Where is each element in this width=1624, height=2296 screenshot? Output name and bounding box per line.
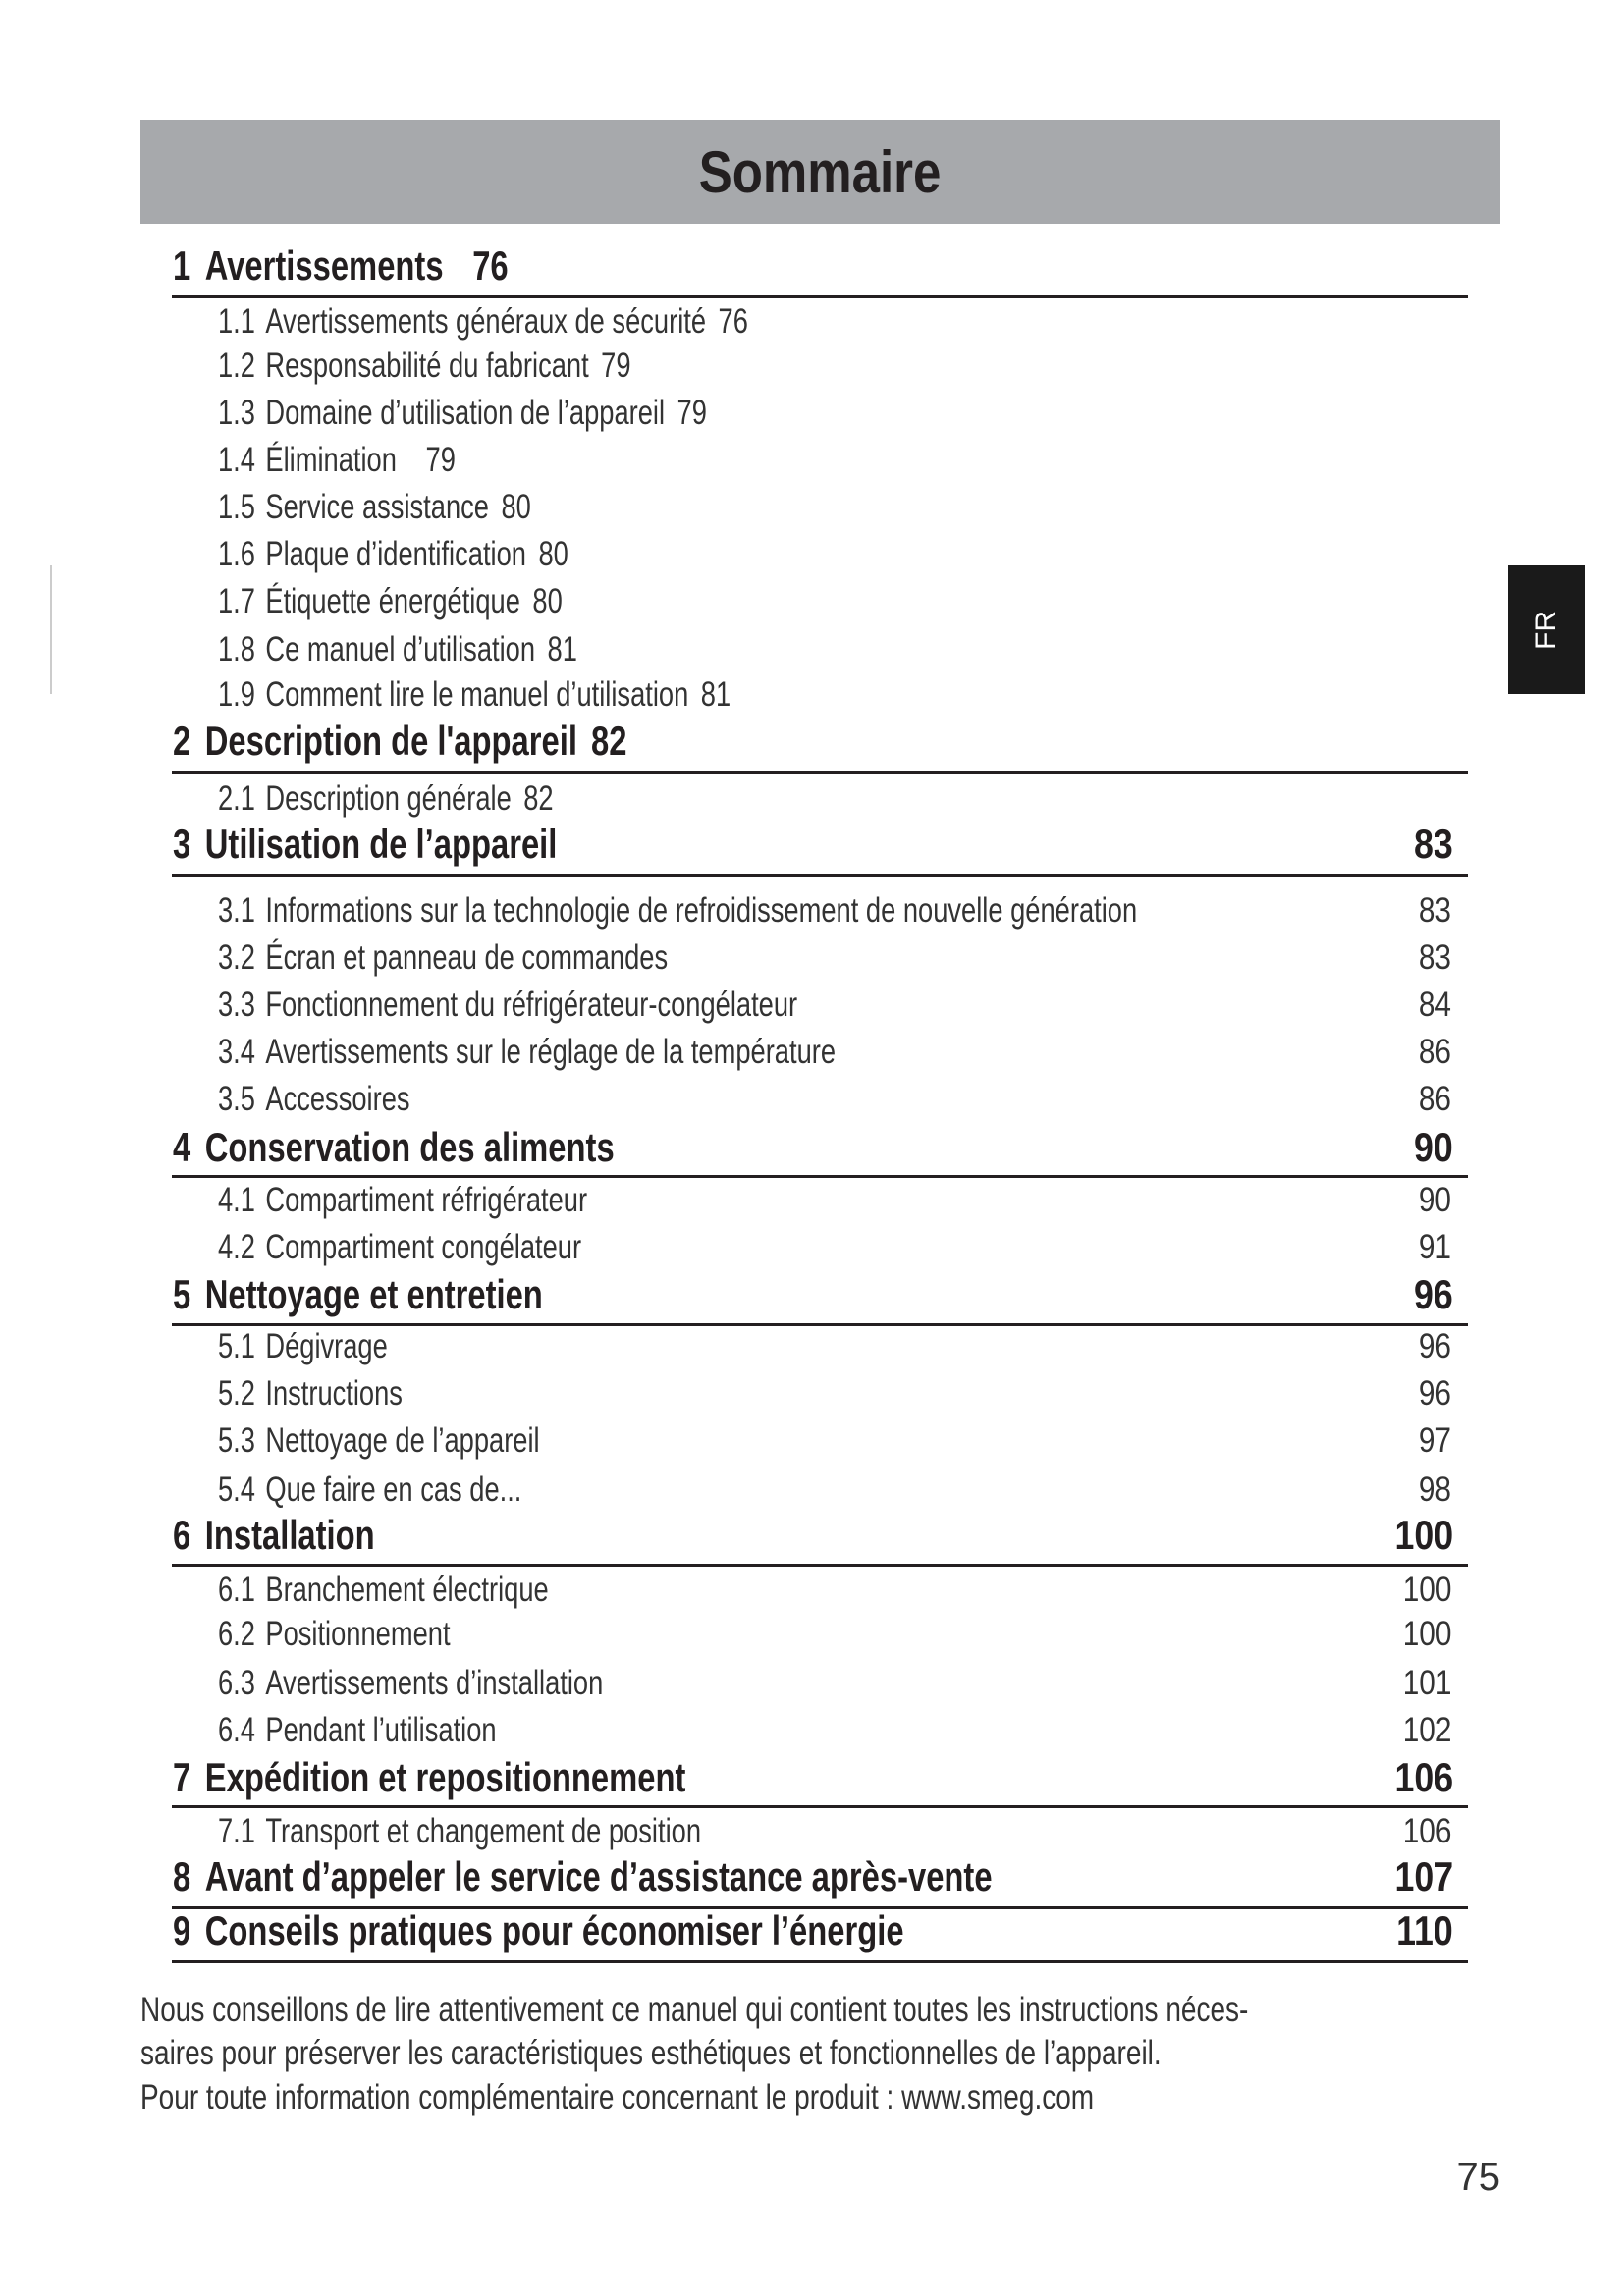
entry-number: 3.1: [218, 891, 255, 930]
entry-title: Comment lire le manuel d’utilisation: [265, 675, 689, 714]
entry-text: [218, 1322, 388, 1371]
entry-title: Instructions: [265, 1374, 403, 1413]
entry-page: 96: [1418, 1327, 1451, 1365]
section-heading-text: [173, 717, 626, 766]
entry-title: Nettoyage de l’appareil: [265, 1421, 540, 1460]
toc-entry: [0, 774, 1624, 824]
toc-section-heading: [0, 1270, 1624, 1319]
entry-number: 5.4: [218, 1470, 255, 1509]
entry-title: Étiquette énergétique: [265, 582, 520, 620]
footer-line: saires pour préserver les caractéristiques esthétiques et fonctionnelles de l’appareil.: [140, 2034, 1162, 2072]
section-heading-text: [173, 1123, 615, 1172]
entry-text: [218, 1176, 587, 1225]
toc-entry: [0, 342, 1624, 391]
entry-title: Dégivrage: [265, 1327, 388, 1365]
toc-section-heading: [0, 1852, 1624, 1901]
entry-title: Avertissements généraux de sécurité: [265, 302, 707, 341]
section-page: 106: [1394, 1754, 1453, 1800]
toc-entry: [0, 981, 1624, 1030]
entry-title: Compartiment réfrigérateur: [265, 1181, 588, 1219]
entry-title: Positionnement: [265, 1615, 451, 1653]
entry-page: 79: [677, 394, 707, 432]
entry-text: [218, 1416, 540, 1466]
section-page: 83: [1414, 821, 1453, 867]
entry-page: 80: [538, 535, 568, 573]
entry-title: Compartiment congélateur: [265, 1228, 582, 1266]
section-divider: [172, 771, 1468, 774]
entry-number: 3.5: [218, 1080, 255, 1118]
entry-page: 96: [1418, 1374, 1451, 1413]
entry-number: 3.3: [218, 986, 255, 1024]
entry-text: [218, 886, 1137, 935]
toc-section-heading: [0, 1753, 1624, 1802]
toc-entry: [0, 1223, 1624, 1272]
section-title: Expédition et repositionnement: [204, 1754, 686, 1800]
entry-text: [218, 934, 668, 983]
toc-entry: [0, 1610, 1624, 1659]
toc-entry: [0, 530, 1624, 579]
toc-header: [140, 120, 1500, 224]
toc-entry: [0, 1028, 1624, 1077]
toc-entry: [0, 389, 1624, 438]
entry-title: Responsabilité du fabricant: [265, 347, 589, 385]
entry-number: 4.2: [218, 1228, 255, 1266]
section-heading-text: [173, 241, 509, 291]
section-title: Installation: [204, 1512, 375, 1558]
toc-entry: [0, 670, 1624, 720]
entry-number: 1.7: [218, 582, 255, 620]
entry-number: 6.3: [218, 1664, 255, 1702]
entry-page: 76: [718, 302, 748, 341]
entry-title: Ce manuel d’utilisation: [265, 630, 536, 668]
toc-entry: [0, 1416, 1624, 1466]
entry-title: Accessoires: [265, 1080, 410, 1118]
entry-title: Avertissements sur le réglage de la température: [265, 1033, 837, 1071]
entry-title: Branchement électrique: [265, 1571, 549, 1609]
entry-page: 82: [523, 779, 554, 818]
toc-entry: [0, 625, 1624, 674]
entry-number: 1.9: [218, 675, 255, 714]
entry-text: [218, 389, 707, 438]
entry-text: [218, 1610, 451, 1659]
section-title: Description de l'appareil: [204, 718, 577, 764]
section-heading-text: [173, 1906, 904, 1955]
section-page: 100: [1394, 1512, 1453, 1558]
section-page: 110: [1396, 1907, 1453, 1953]
entry-number: 1.5: [218, 488, 255, 526]
entry-page: 100: [1402, 1615, 1451, 1653]
entry-text: [218, 1659, 603, 1708]
entry-title: Informations sur la technologie de refroidissement de nouvelle génération: [265, 891, 1138, 930]
entry-title: Description générale: [265, 779, 512, 818]
toc-section-heading: [0, 1123, 1624, 1172]
footer-line: Pour toute information complémentaire concernant le produit : www.smeg.com: [140, 2078, 1095, 2116]
section-page: 76: [472, 242, 509, 289]
section-number: 3: [173, 821, 191, 867]
entry-page: 83: [1418, 938, 1451, 977]
entry-page: 102: [1402, 1711, 1451, 1749]
entry-page: 81: [700, 675, 731, 714]
toc-entry: [0, 1706, 1624, 1755]
toc-entry: [0, 1807, 1624, 1856]
entry-number: 6.2: [218, 1615, 255, 1653]
section-page: 107: [1394, 1853, 1453, 1899]
toc-entry: [0, 297, 1624, 347]
entry-title: Plaque d’identification: [265, 535, 526, 573]
entry-title: Fonctionnement du réfrigérateur-congélateur: [265, 986, 798, 1024]
entry-number: 1.4: [218, 441, 255, 479]
entry-number: 6.1: [218, 1571, 255, 1609]
toc-section-heading: [0, 1511, 1624, 1560]
entry-title: Service assistance: [265, 488, 489, 526]
toc-entry: [0, 436, 1624, 485]
toc-section-heading: [0, 1906, 1624, 1955]
section-number: 2: [173, 718, 191, 764]
entry-page: 84: [1418, 986, 1451, 1024]
page-number: 75: [1456, 2156, 1500, 2199]
entry-text: [218, 1706, 497, 1755]
entry-number: 3.2: [218, 938, 255, 977]
toc-entry: [0, 886, 1624, 935]
section-heading-text: [173, 1511, 375, 1560]
entry-text: [218, 1466, 521, 1515]
entry-number: 2.1: [218, 779, 255, 818]
entry-number: 1.3: [218, 394, 255, 432]
entry-text: [218, 1807, 701, 1856]
toc-entry: [0, 1466, 1624, 1515]
section-title: Avant d’appeler le service d’assistance après-vente: [204, 1853, 993, 1899]
entry-title: Écran et panneau de commandes: [265, 938, 669, 977]
entry-page: 100: [1402, 1571, 1451, 1609]
section-number: 6: [173, 1512, 191, 1558]
entry-page: 79: [601, 347, 631, 385]
entry-number: 3.4: [218, 1033, 255, 1071]
entry-page: 81: [547, 630, 577, 668]
entry-page: 97: [1418, 1421, 1451, 1460]
toc-section-heading: [0, 717, 1624, 766]
entry-page: 91: [1418, 1228, 1451, 1266]
section-title: Avertissements: [204, 242, 444, 289]
entry-text: [218, 1223, 581, 1272]
section-number: 9: [173, 1907, 191, 1953]
toc-section-heading: [0, 241, 1624, 291]
section-divider: [172, 1960, 1468, 1963]
section-number: 5: [173, 1271, 191, 1317]
entry-page: 80: [532, 582, 563, 620]
entry-title: Élimination: [265, 441, 397, 479]
entry-page: 101: [1402, 1664, 1451, 1702]
entry-text: [218, 1566, 549, 1615]
entry-text: [218, 774, 554, 824]
entry-title: Domaine d’utilisation de l’appareil: [265, 394, 666, 432]
entry-page: 79: [425, 441, 456, 479]
entry-number: 7.1: [218, 1812, 255, 1850]
toc-entry: [0, 934, 1624, 983]
entry-number: 5.2: [218, 1374, 255, 1413]
section-page: 90: [1414, 1124, 1453, 1170]
toc-entry: [0, 1566, 1624, 1615]
toc-entry: [0, 577, 1624, 626]
section-number: 7: [173, 1754, 191, 1800]
toc-entry: [0, 483, 1624, 532]
entry-title: Avertissements d’installation: [265, 1664, 604, 1702]
entry-text: [218, 483, 531, 532]
entry-number: 1.1: [218, 302, 255, 341]
toc-entry: [0, 1659, 1624, 1708]
entry-page: 106: [1402, 1812, 1451, 1850]
entry-text: [218, 436, 456, 485]
entry-page: 98: [1418, 1470, 1451, 1509]
section-page: 82: [590, 718, 627, 764]
toc-entry: [0, 1322, 1624, 1371]
entry-page: 86: [1418, 1080, 1451, 1118]
language-tab-label: FR: [1530, 610, 1562, 650]
section-divider: [172, 874, 1468, 877]
section-number: 1: [173, 242, 191, 289]
entry-text: [218, 625, 577, 674]
section-page: 96: [1414, 1271, 1453, 1317]
section-title: Utilisation de l’appareil: [204, 821, 558, 867]
entry-number: 1.6: [218, 535, 255, 573]
toc-entry: [0, 1369, 1624, 1418]
toc-section-heading: [0, 820, 1624, 869]
toc-entry: [0, 1176, 1624, 1225]
entry-text: [218, 981, 797, 1030]
toc-entry: [0, 1075, 1624, 1124]
entry-number: 4.1: [218, 1181, 255, 1219]
section-title: Conservation des aliments: [204, 1124, 615, 1170]
entry-page: 80: [501, 488, 531, 526]
section-number: 4: [173, 1124, 191, 1170]
entry-number: 1.2: [218, 347, 255, 385]
page-title: Sommaire: [699, 138, 942, 205]
section-heading-text: [173, 1753, 685, 1802]
entry-text: [218, 342, 631, 391]
entry-page: 90: [1418, 1181, 1451, 1219]
section-heading-text: [173, 1852, 993, 1901]
entry-text: [218, 297, 748, 347]
entry-text: [218, 1369, 403, 1418]
entry-page: 83: [1418, 891, 1451, 930]
section-heading-text: [173, 820, 557, 869]
entry-number: 1.8: [218, 630, 255, 668]
entry-text: [218, 530, 568, 579]
entry-number: 5.3: [218, 1421, 255, 1460]
entry-title: Transport et changement de position: [265, 1812, 702, 1850]
footer-line: Nous conseillons de lire attentivement ce manuel qui contient toutes les instructions néces-: [140, 1991, 1249, 2029]
section-title: Nettoyage et entretien: [204, 1271, 543, 1317]
entry-title: Que faire en cas de...: [265, 1470, 522, 1509]
section-heading-text: [173, 1270, 543, 1319]
entry-text: [218, 670, 731, 720]
entry-number: 6.4: [218, 1711, 255, 1749]
entry-text: [218, 1075, 410, 1124]
section-number: 8: [173, 1853, 191, 1899]
entry-page: 86: [1418, 1033, 1451, 1071]
entry-text: [218, 577, 563, 626]
entry-title: Pendant l’utilisation: [265, 1711, 497, 1749]
entry-text: [218, 1028, 836, 1077]
entry-number: 5.1: [218, 1327, 255, 1365]
section-title: Conseils pratiques pour économiser l’énergie: [204, 1907, 904, 1953]
